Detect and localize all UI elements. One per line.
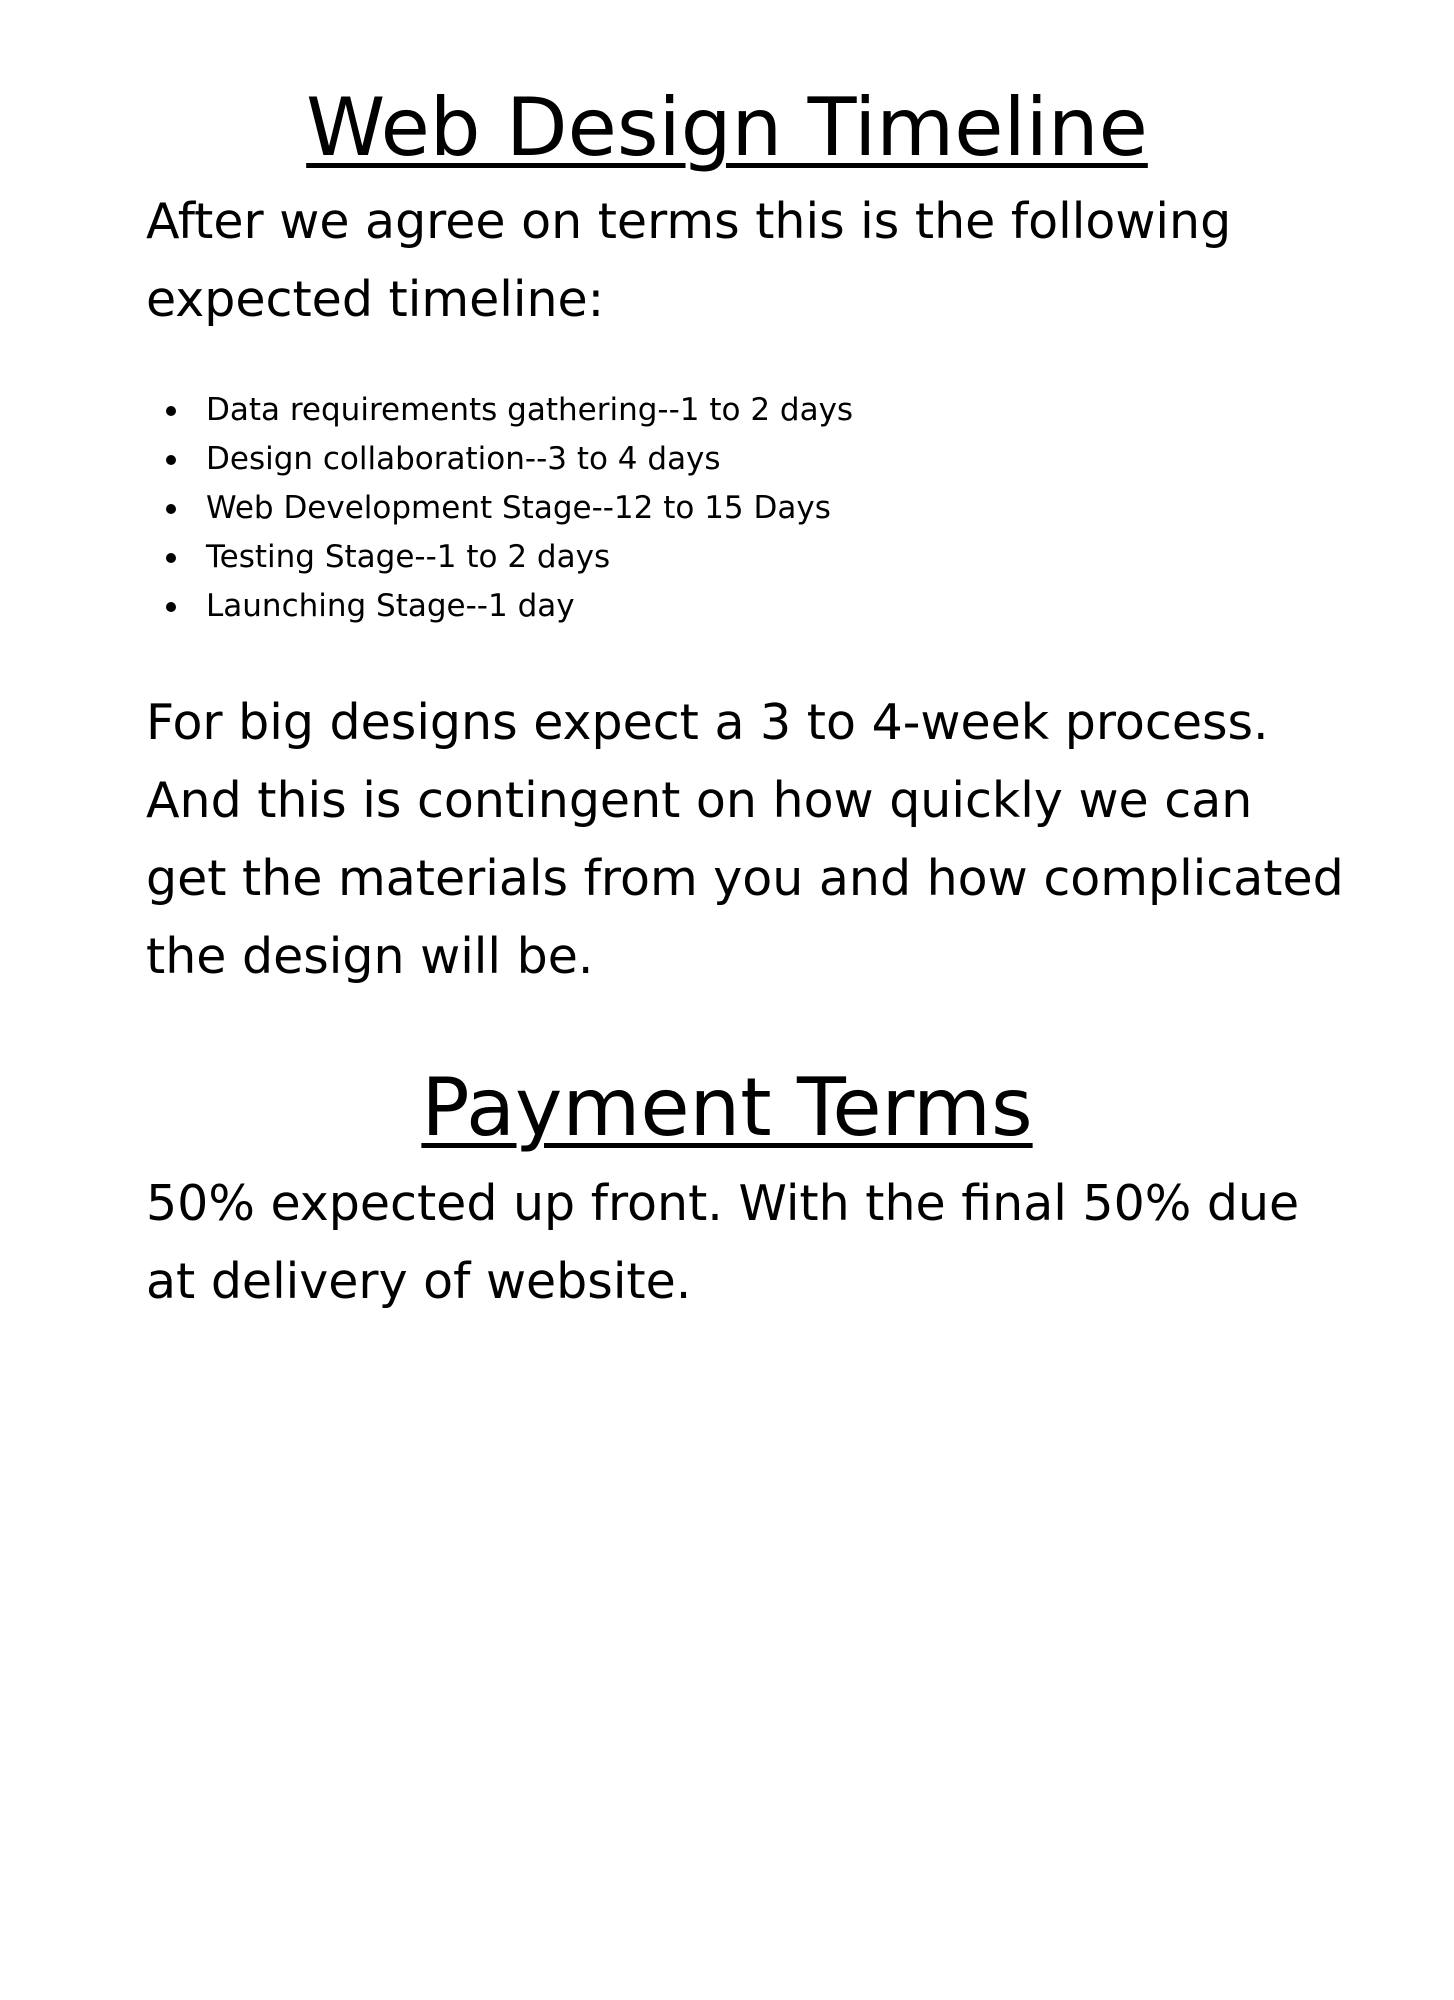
timeline-heading-text: Web Design Timeline	[306, 81, 1148, 174]
list-item-text: Testing Stage--1 to 2 days	[206, 539, 611, 575]
list-item	[146, 582, 1246, 631]
list-item	[146, 484, 1246, 533]
bullet-icon	[166, 553, 176, 563]
list-item-text: Launching Stage--1 day	[206, 588, 575, 624]
payment-heading	[0, 1061, 1454, 1154]
list-item	[146, 533, 1246, 582]
bullet-icon	[166, 455, 176, 465]
bullet-icon	[166, 504, 176, 514]
payment-text: 50% expected up front. With the final 50% due at delivery of website.	[146, 1175, 1300, 1310]
list-item-text: Design collaboration--3 to 4 days	[206, 441, 721, 477]
timeline-note: For big designs expect a 3 to 4-week process. And this is contingent on how quickly we can get the materials from you and how complicated the design will be.	[146, 694, 1344, 985]
list-item	[146, 386, 1246, 435]
list-item-text: Data requirements gathering--1 to 2 days	[206, 392, 854, 428]
payment-heading-text: Payment Terms	[421, 1061, 1033, 1154]
bullet-icon	[166, 406, 176, 416]
bullet-icon	[166, 602, 176, 612]
timeline-list	[146, 386, 1246, 631]
timeline-heading	[0, 81, 1454, 174]
list-item	[146, 435, 1246, 484]
list-item-text: Web Development Stage--12 to 15 Days	[206, 490, 831, 526]
timeline-intro: After we agree on terms this is the following expected timeline:	[146, 193, 1232, 328]
